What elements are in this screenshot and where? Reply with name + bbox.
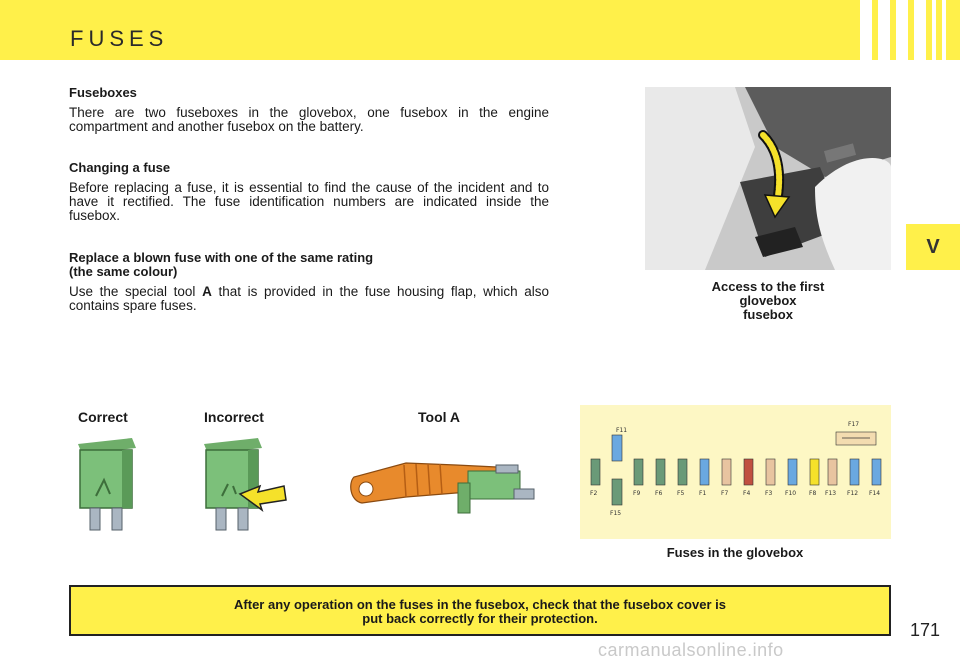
fuse-label-bottom-10: F13 xyxy=(825,490,837,497)
tool-a-icon xyxy=(346,453,538,523)
fuse-label-top-0: F11 xyxy=(616,427,628,434)
fuse-label-bottom-4: F1 xyxy=(699,490,707,497)
fusebox-caption: Fuses in the glovebox xyxy=(666,545,804,560)
correct-fuse-icon xyxy=(74,436,140,534)
watermark: carmanualsonline.info xyxy=(598,640,784,660)
section-body: Before replacing a fuse, it is essential to find the cause of the incident and to have it rectified. The fuse identification numbers are indicated inside the fusebox. xyxy=(69,180,549,223)
notice-box xyxy=(69,585,891,636)
fuse-label-bottom-7: F3 xyxy=(765,490,773,497)
fuse-label-bottom-8: F10 xyxy=(785,490,797,497)
incorrect-fuse-icon xyxy=(200,436,290,534)
section-replace-fuse xyxy=(69,251,549,313)
section-changing-fuse xyxy=(69,161,549,223)
caption-line-2: glovebox xyxy=(739,293,797,308)
fuse-label-bottom-0: F2 xyxy=(590,490,598,497)
page-number: 171 xyxy=(910,620,941,640)
notice-line-2: put back correctly for their protection. xyxy=(362,611,598,626)
label-incorrect: Incorrect xyxy=(204,409,264,425)
header-stripes xyxy=(860,0,946,60)
section-fuseboxes xyxy=(69,86,549,134)
body-before: Use the special tool xyxy=(69,284,196,299)
page-title: FUSES xyxy=(70,26,169,51)
section-heading xyxy=(69,251,549,279)
header-bar xyxy=(0,0,960,60)
body-after: that is provided in the fuse housing flap, which also contains spare fuses. xyxy=(69,284,549,313)
fusebox-diagram-svg xyxy=(580,405,891,539)
fusebox-diagram xyxy=(580,405,891,539)
tool-letter: A xyxy=(202,284,212,299)
notice-text xyxy=(71,598,889,626)
fuse-label-bottom-5: F7 xyxy=(721,490,729,497)
fuse-label-bottom-1: F9 xyxy=(633,490,641,497)
fuse-label-bottom-9: F8 xyxy=(809,490,817,497)
glovebox-photo-illustration xyxy=(645,87,891,270)
heading-line-1: Replace a blown fuse with one of the same rating xyxy=(69,250,374,265)
chapter-tab: V xyxy=(906,224,960,270)
fuse-label-bottom-3: F5 xyxy=(677,490,685,497)
section-body: There are two fuseboxes in the glovebox, one fusebox in the engine compartment and another fusebox on the battery. xyxy=(69,105,549,134)
fuse-label-bottom-12: F14 xyxy=(869,490,881,497)
caption-line-3: fusebox xyxy=(743,307,793,322)
section-heading: Changing a fuse xyxy=(69,160,171,175)
notice-line-1: After any operation on the fuses in the fusebox, check that the fusebox cover is xyxy=(234,597,726,612)
fuse-label-bottom-11: F12 xyxy=(847,490,859,497)
photo-caption xyxy=(668,280,868,322)
section-heading: Fuseboxes xyxy=(69,85,137,100)
label-tool-a: Tool A xyxy=(418,409,460,425)
label-correct: Correct xyxy=(78,409,128,425)
glovebox-access-photo xyxy=(645,87,891,270)
caption-line-1: Access to the first xyxy=(711,279,825,294)
heading-line-2: (the same colour) xyxy=(69,264,178,279)
fuse-label-under: F15 xyxy=(610,510,622,517)
fuse-label-bottom-2: F6 xyxy=(655,490,663,497)
fuse-label-bottom-6: F4 xyxy=(743,490,751,497)
section-body xyxy=(69,285,549,313)
fuse-label-top-1: F17 xyxy=(848,421,860,428)
